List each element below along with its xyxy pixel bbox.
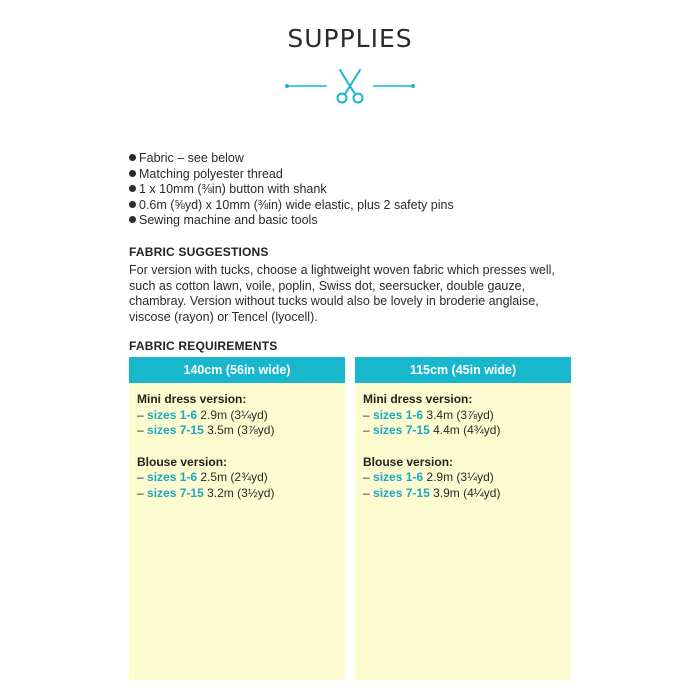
size-range: sizes 1-6 — [373, 407, 424, 422]
requirement-row — [137, 470, 338, 486]
bullet-icon — [129, 154, 136, 161]
dash: – — [137, 423, 144, 437]
fabric-amount: 2.9m (3¼yd) — [426, 470, 494, 484]
mini-dress-version — [363, 392, 564, 439]
dash: – — [363, 423, 370, 437]
dash: – — [363, 407, 370, 422]
fabric-suggestions-heading: FABRIC SUGGESTIONS — [129, 245, 269, 259]
dash: – — [137, 485, 144, 500]
column-body — [355, 383, 571, 501]
list-item — [129, 167, 589, 183]
column-body — [129, 383, 345, 501]
size-range: sizes 7-15 — [373, 485, 430, 500]
size-range: sizes 1-6 — [373, 470, 424, 484]
fabric-amount: 4.4m (4¾yd) — [433, 423, 501, 437]
fabric-amount: 3.2m (3½yd) — [207, 485, 275, 500]
supply-text: Sewing machine and basic tools — [139, 213, 318, 228]
list-item — [129, 182, 589, 198]
requirement-row — [363, 486, 564, 502]
size-range: sizes 7-15 — [147, 423, 204, 437]
list-item — [129, 151, 589, 167]
version-title: Blouse version: — [363, 454, 454, 469]
page-title: SUPPLIES — [287, 24, 413, 53]
blouse-version — [363, 455, 564, 502]
requirement-row — [137, 423, 338, 439]
fabric-amount: 3.5m (3⅞yd) — [207, 423, 275, 437]
fabric-suggestions-text: For version with tucks, choose a lightweight woven fabric which presses well, such as cotton lawn, voile, poplin, Swiss dot, seersucker, double gauze, chambray. Version without tucks would also be lovely in broderie anglaise, viscose (rayon) or Tencel (lyocell). — [129, 263, 555, 325]
bullet-icon — [129, 216, 136, 223]
requirement-row — [137, 408, 338, 424]
version-title: Blouse version: — [137, 454, 228, 469]
fabric-amount: 2.5m (2¾yd) — [200, 470, 268, 484]
bullet-icon — [129, 185, 136, 192]
requirement-row — [137, 486, 338, 502]
fabric-amount: 2.9m (3¼yd) — [200, 407, 268, 422]
bullet-icon — [129, 170, 136, 177]
supply-text: 0.6m (⅝yd) x 10mm (⅜in) wide elastic, plus 2 safety pins — [139, 197, 454, 212]
size-range: sizes 7-15 — [147, 485, 204, 500]
fabric-amount: 3.9m (4¼yd) — [433, 485, 501, 500]
dash: – — [137, 407, 144, 422]
version-title: Mini dress version: — [137, 392, 247, 406]
requirement-row — [363, 470, 564, 486]
size-range: sizes 1-6 — [147, 407, 198, 422]
dash: – — [363, 470, 370, 484]
list-item — [129, 198, 589, 214]
requirement-row — [363, 408, 564, 424]
supply-text: Matching polyester thread — [139, 166, 283, 181]
list-item — [129, 213, 589, 229]
scissors-icon — [338, 70, 363, 103]
requirements-column-115cm — [355, 357, 571, 680]
size-range: sizes 7-15 — [373, 423, 430, 437]
dash: – — [137, 470, 144, 484]
version-title: Mini dress version: — [363, 392, 473, 406]
column-header: 115cm (45in wide) — [355, 357, 571, 383]
supply-text: Fabric – see below — [139, 151, 244, 165]
scissors-divider — [285, 66, 415, 106]
requirements-column-140cm — [129, 357, 345, 680]
supplies-list — [129, 151, 589, 229]
column-header: 140cm (56in wide) — [129, 357, 345, 383]
fabric-requirements-heading: FABRIC REQUIREMENTS — [129, 339, 278, 353]
mini-dress-version — [137, 392, 338, 439]
dash: – — [363, 485, 370, 500]
bullet-icon — [129, 201, 136, 208]
requirement-row — [363, 423, 564, 439]
blouse-version — [137, 455, 338, 502]
size-range: sizes 1-6 — [147, 470, 198, 484]
fabric-amount: 3.4m (3⅞yd) — [426, 407, 494, 422]
supply-text: 1 x 10mm (⅜in) button with shank — [139, 182, 327, 197]
